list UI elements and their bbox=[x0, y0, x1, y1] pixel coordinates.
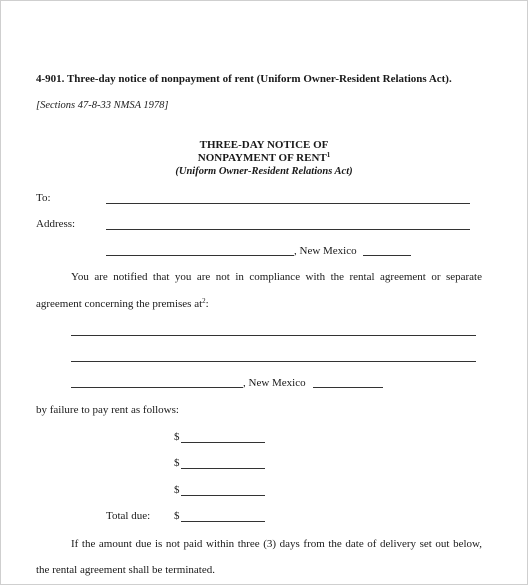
failure-text: by failure to pay rent as follows: bbox=[36, 404, 179, 416]
footnote-marker-2: 2 bbox=[202, 297, 206, 305]
address-blank-line[interactable] bbox=[106, 229, 470, 230]
dollar-sign-2: $ bbox=[174, 457, 180, 469]
rent-amount-blank-2[interactable] bbox=[181, 468, 265, 469]
total-due-label: Total due: bbox=[106, 510, 151, 522]
section-title: 4-901. Three-day notice of nonpayment of rent (Uniform Owner-Resident Relations Act). bbox=[36, 73, 452, 85]
dollar-sign-3: $ bbox=[174, 484, 180, 496]
closing-line-1: If the amount due is not paid within three (3) days from the date of delivery set out below, bbox=[71, 538, 482, 550]
dollar-sign-1: $ bbox=[174, 431, 180, 443]
new-mexico-text-2: , New Mexico bbox=[243, 377, 306, 389]
new-mexico-text-1: , New Mexico bbox=[294, 245, 357, 257]
notice-colon: : bbox=[205, 298, 209, 310]
premises-city-blank[interactable] bbox=[71, 387, 243, 388]
premises-blank-line-1[interactable] bbox=[71, 335, 476, 336]
total-due-blank[interactable] bbox=[181, 521, 265, 522]
closing-line-2: the rental agreement shall be terminated. bbox=[36, 564, 215, 576]
sections-reference: [Sections 47-8-33 NMSA 1978] bbox=[36, 100, 169, 111]
dollar-sign-total: $ bbox=[174, 510, 180, 522]
premises-blank-line-2[interactable] bbox=[71, 361, 476, 362]
notice-line-2 bbox=[36, 298, 209, 311]
to-label: To: bbox=[36, 192, 51, 204]
notice-line-1: You are notified that you are not in compliance with the rental agreement or separate bbox=[71, 271, 482, 283]
footnote-marker-1: 1 bbox=[326, 151, 331, 159]
form-subtitle: (Uniform Owner-Resident Relations Act) bbox=[175, 166, 353, 177]
address-zip-blank[interactable] bbox=[363, 255, 411, 256]
notice-line-2-text: agreement concerning the premises at bbox=[36, 298, 203, 310]
form-title-line1: THREE-DAY NOTICE OF bbox=[199, 139, 329, 151]
to-blank-line[interactable] bbox=[106, 203, 470, 204]
form-title-line2-text: NONPAYMENT OF RENT bbox=[197, 152, 327, 164]
premises-zip-blank[interactable] bbox=[313, 387, 383, 388]
rent-amount-blank-3[interactable] bbox=[181, 495, 265, 496]
address-label: Address: bbox=[36, 218, 76, 230]
form-title-line2 bbox=[1, 152, 527, 165]
address-city-blank[interactable] bbox=[106, 255, 294, 256]
rent-amount-blank-1[interactable] bbox=[181, 442, 265, 443]
